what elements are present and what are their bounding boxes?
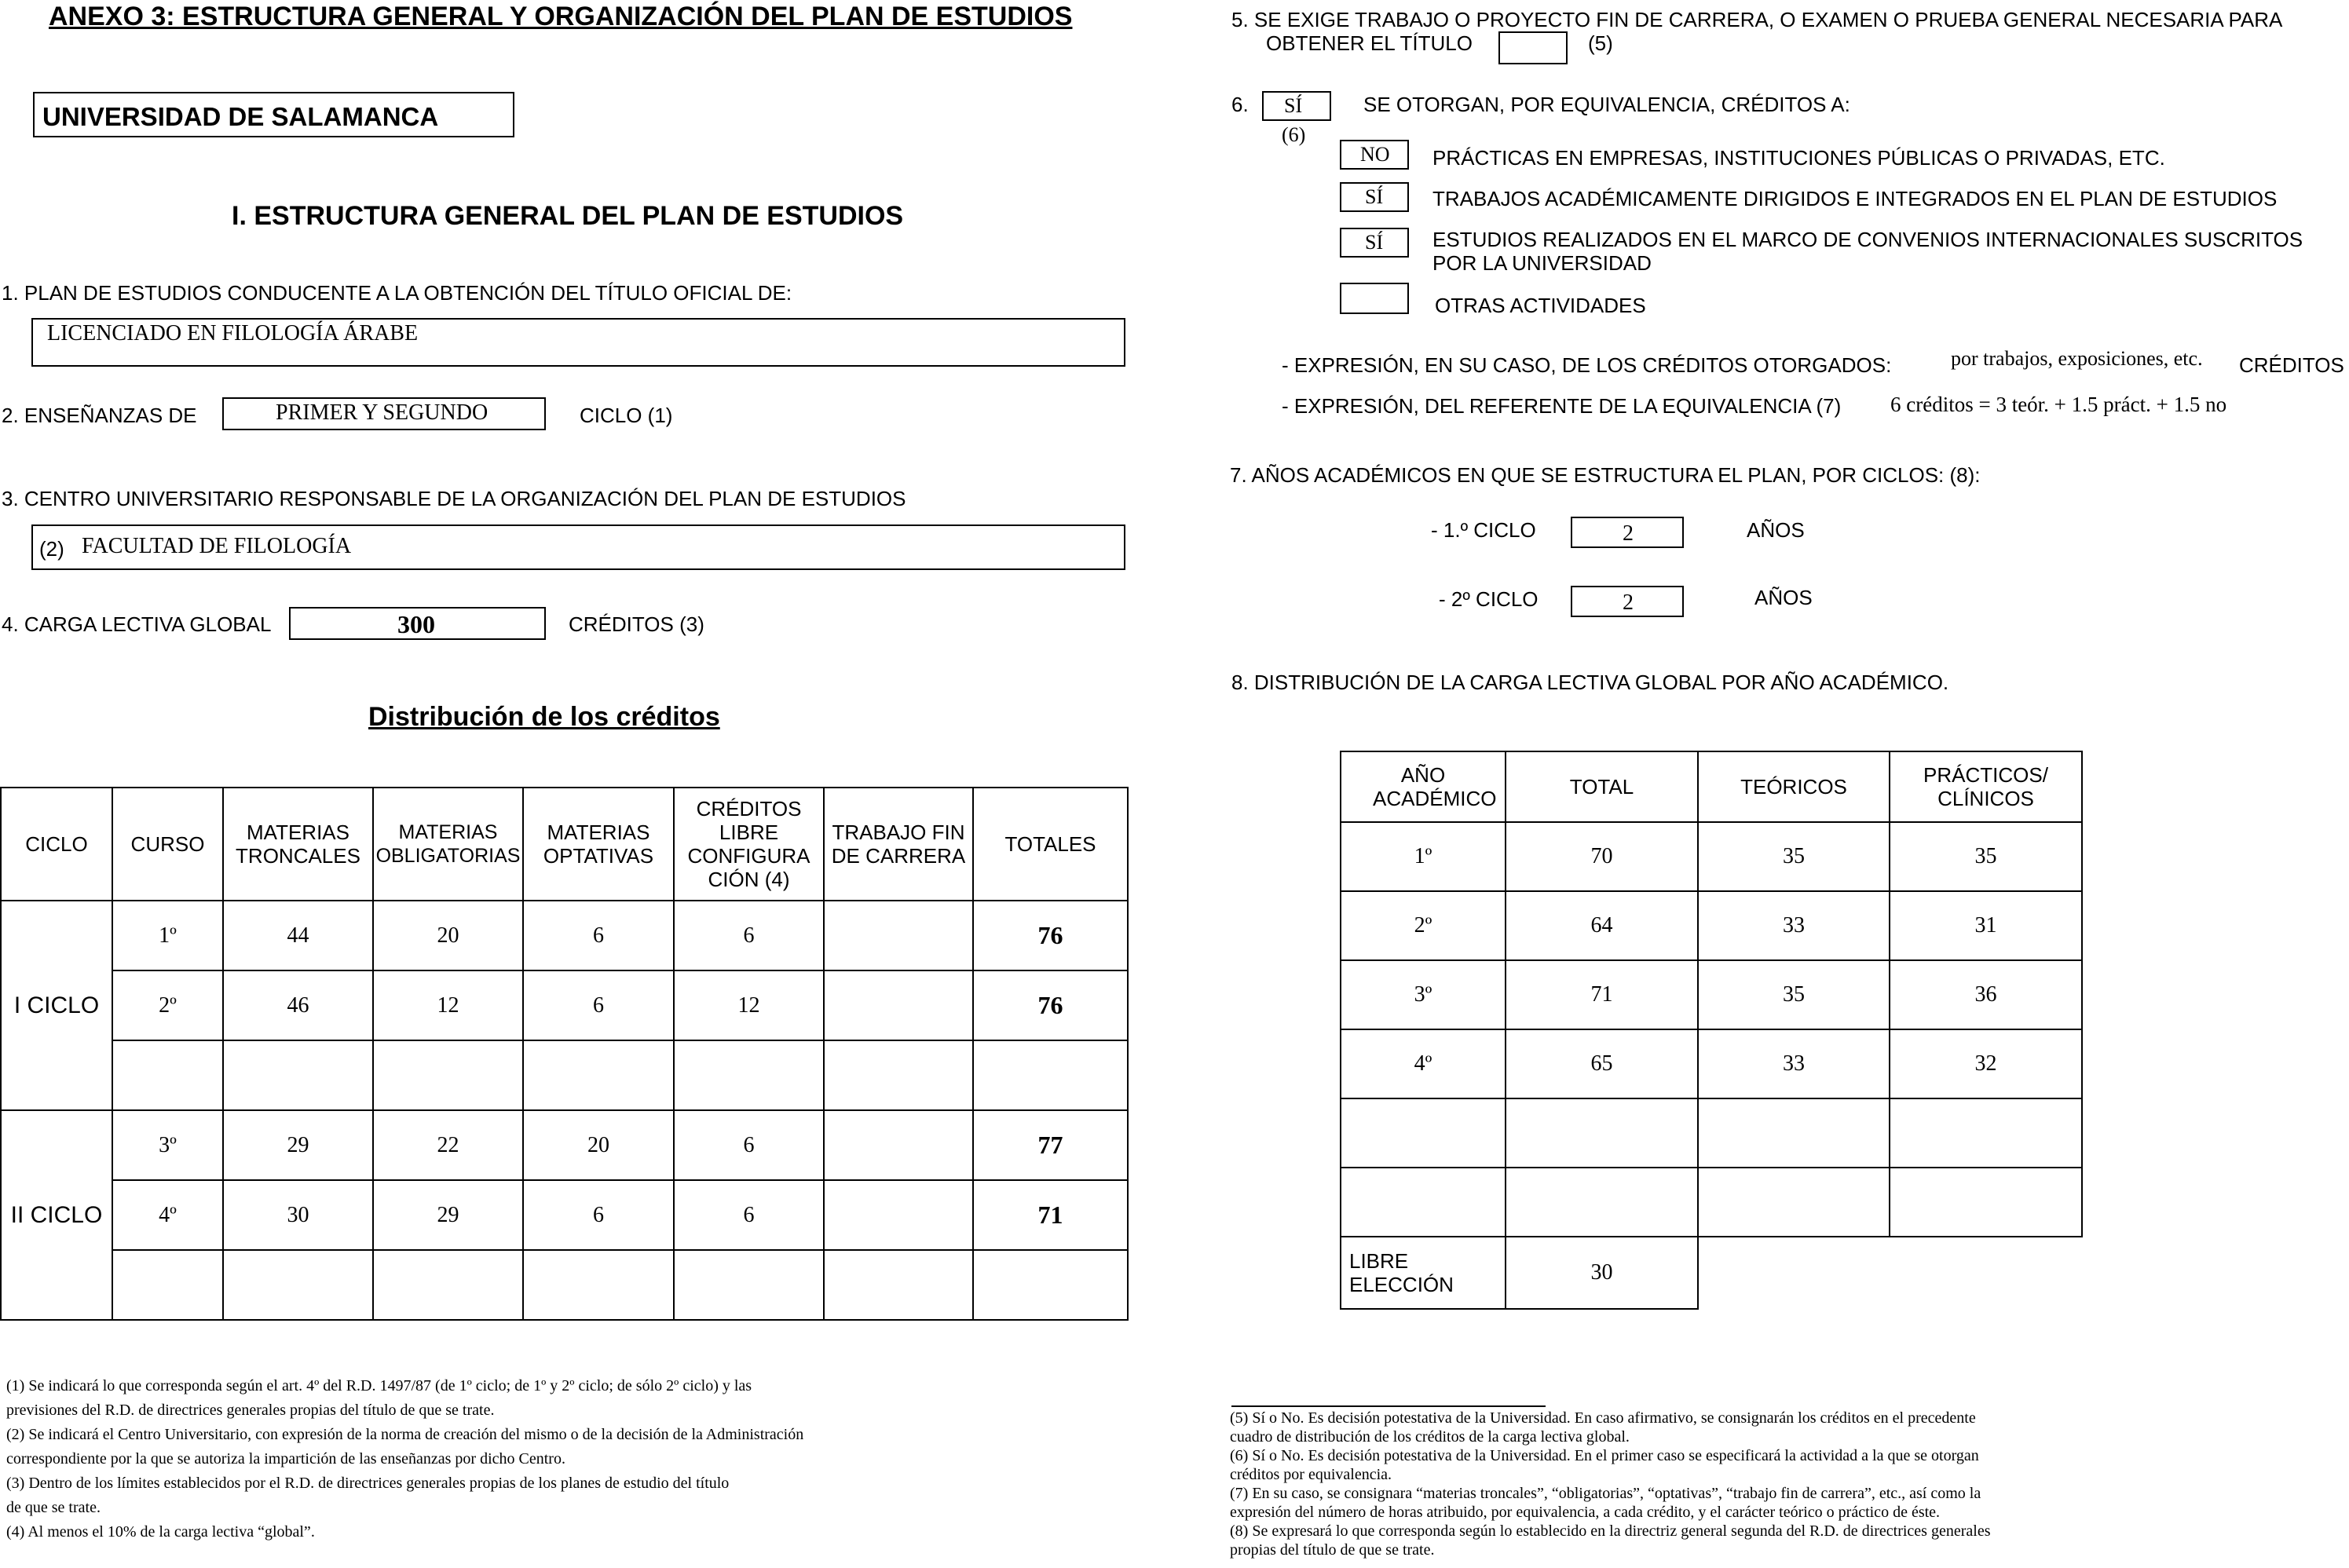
header-libre-configuracion: CRÉDITOS LIBRE CONFIGURA CIÓN (4) — [674, 788, 824, 901]
center-field — [31, 524, 1125, 570]
global-load-value: 300 — [397, 610, 435, 638]
equiv-label-trabajos: TRABAJOS ACADÉMICAMENTE DIRIGIDOS E INTEGRADOS EN EL PLAN DE ESTUDIOS — [1432, 187, 2278, 210]
equiv-value: SÍ — [1365, 185, 1384, 208]
cycle1-label: - 1.º CICLO — [1431, 518, 1536, 542]
table-cell: 3º — [112, 1110, 223, 1180]
expr2-label: - EXPRESIÓN, DEL REFERENTE DE LA EQUIVALENCIA (7) — [1282, 394, 1842, 418]
header-totales: TOTALES — [973, 788, 1128, 901]
table-cell — [1698, 1098, 1890, 1168]
table-cell — [824, 970, 973, 1040]
table-cell — [112, 1250, 223, 1320]
footnote-line: expresión del número de horas atribuido, por equivalencia, a cada crédito, y el carácter teórico o práctico de éste. — [1230, 1504, 1941, 1521]
equiv-field-practicas — [1340, 140, 1409, 170]
item4-suffix: CRÉDITOS (3) — [569, 612, 704, 636]
equiv-label-convenios: ESTUDIOS REALIZADOS EN EL MARCO DE CONVENIOS INTERNACIONALES SUSCRITOS — [1432, 228, 2303, 251]
teaching-cycle-value: PRIMER Y SEGUNDO — [276, 400, 488, 425]
header-practicos: PRÁCTICOS/ CLÍNICOS — [1890, 751, 2082, 822]
year-table — [1340, 751, 2083, 1310]
table-cell — [1506, 1168, 1698, 1237]
header-anio: AÑO ACADÉMICO — [1341, 751, 1506, 822]
center-value: FACULTAD DE FILOLOGÍA — [82, 534, 352, 558]
equiv-label-convenios-2: POR LA UNIVERSIDAD — [1432, 251, 1652, 275]
table-cell: 29 — [373, 1180, 523, 1250]
expr1-unit: CRÉDITOS — [2239, 353, 2344, 377]
global-load-field — [289, 607, 546, 640]
table-cell: 6 — [523, 970, 674, 1040]
footnote-line: propias del título de que se trate. — [1230, 1541, 1435, 1559]
libre-eleccion-label: LIBRE ELECCIÓN — [1341, 1237, 1506, 1309]
annex-title: ANEXO 3: ESTRUCTURA GENERAL Y ORGANIZACIÓN DEL PLAN DE ESTUDIOS — [49, 2, 1073, 31]
footnote-line: (3) Dentro de los límites establecidos por el R.D. de directrices generales propias de los planes de estudio del título — [6, 1475, 730, 1492]
table-cell: 12 — [373, 970, 523, 1040]
expr2-value: 6 créditos = 3 teór. + 1.5 práct. + 1.5 no — [1890, 393, 2227, 416]
item2-suffix: CICLO (1) — [580, 404, 673, 427]
cycle-label: I CICLO — [1, 901, 112, 1110]
table-cell: 65 — [1506, 1029, 1698, 1098]
table-cell: 1º — [112, 901, 223, 970]
table-cell: 46 — [223, 970, 373, 1040]
equiv-field-convenios — [1340, 228, 1409, 258]
table-total — [973, 1250, 1128, 1320]
section-title: I. ESTRUCTURA GENERAL DEL PLAN DE ESTUDIOS — [232, 201, 904, 231]
distribution-title: Distribución de los créditos — [368, 702, 720, 732]
header-teoricos: TEÓRICOS — [1698, 751, 1890, 822]
table-cell — [1698, 1168, 1890, 1237]
university-name: UNIVERSIDAD DE SALAMANCA — [42, 102, 439, 131]
table-cell: 32 — [1890, 1029, 2082, 1098]
footnote-line: créditos por equivalencia. — [1230, 1466, 1392, 1483]
table-cell — [1890, 1098, 2082, 1168]
footnotes-right — [1230, 1409, 1990, 1559]
item7-label: 7. AÑOS ACADÉMICOS EN QUE SE ESTRUCTURA EL PLAN, POR CICLOS: (8): — [1230, 463, 1981, 487]
table-cell — [674, 1250, 824, 1320]
table-cell: 2º — [1341, 891, 1506, 960]
table-cell: 4º — [1341, 1029, 1506, 1098]
equiv-field-trabajos — [1340, 182, 1409, 212]
table-cell — [373, 1040, 523, 1110]
item4-label: 4. CARGA LECTIVA GLOBAL — [2, 612, 272, 636]
table-cell: 30 — [223, 1180, 373, 1250]
table-total: 77 — [973, 1110, 1128, 1180]
cycle1-unit: AÑOS — [1747, 518, 1805, 542]
table-cell: 22 — [373, 1110, 523, 1180]
footnotes-left — [6, 1374, 803, 1544]
footnote-line: (8) Se expresará lo que corresponda según lo establecido en la directriz general segunda del R.D. de directrices generales — [1230, 1522, 1991, 1540]
table-cell: 29 — [223, 1110, 373, 1180]
table-cell: 35 — [1890, 822, 2082, 891]
libre-eleccion-value: 30 — [1506, 1237, 1698, 1309]
item3-label: 3. CENTRO UNIVERSITARIO RESPONSABLE DE LA ORGANIZACIÓN DEL PLAN DE ESTUDIOS — [2, 487, 906, 510]
item6-number: 6. — [1231, 93, 1249, 116]
table-cell — [824, 1250, 973, 1320]
header-trabajo-fin: TRABAJO FIN DE CARRERA — [824, 788, 973, 901]
table-cell: 4º — [112, 1180, 223, 1250]
table-cell: 2º — [112, 970, 223, 1040]
table-cell: 6 — [674, 1180, 824, 1250]
equiv-value: NO — [1360, 143, 1390, 166]
table-cell: 6 — [674, 901, 824, 970]
footnote-divider — [1231, 1405, 1546, 1407]
table-cell: 35 — [1698, 822, 1890, 891]
item5-line2: OBTENER EL TÍTULO — [1266, 31, 1473, 55]
expr1-value: por trabajos, exposiciones, etc. — [1951, 347, 2203, 370]
table-cell: 36 — [1890, 960, 2082, 1029]
footnote-line: (7) En su caso, se consignara “materias troncales”, “obligatorias”, “optativas”, “trabajo fin de carrera”, etc., así como la — [1230, 1485, 1981, 1502]
cycle2-unit: AÑOS — [1754, 586, 1813, 609]
table-cell: 70 — [1506, 822, 1698, 891]
table-cell — [112, 1040, 223, 1110]
table-cell — [373, 1250, 523, 1320]
table-cell — [824, 901, 973, 970]
item2-label: 2. ENSEÑANZAS DE — [2, 404, 197, 427]
table-cell: 12 — [674, 970, 824, 1040]
footnote-line: (5) Sí o No. Es decisión potestativa de la Universidad. En caso afirmativo, se consignarán los créditos en el precedente — [1230, 1409, 1976, 1427]
header-optativas: MATERIAS OPTATIVAS — [523, 788, 674, 901]
footnote-line: (6) Sí o No. Es decisión potestativa de la Universidad. En el primer caso se especificará la actividad a la que se otorgan — [1230, 1447, 1979, 1464]
table-cell: 6 — [674, 1110, 824, 1180]
table-total: 71 — [973, 1180, 1128, 1250]
expr1-label: - EXPRESIÓN, EN SU CASO, DE LOS CRÉDITOS OTORGADOS: — [1282, 353, 1892, 377]
credits-table — [0, 787, 1129, 1321]
item5-line1: 5. SE EXIGE TRABAJO O PROYECTO FIN DE CARRERA, O EXAMEN O PRUEBA GENERAL NECESARIA PARA — [1231, 8, 2283, 31]
header-troncales: MATERIAS TRONCALES — [223, 788, 373, 901]
empty-cell — [1890, 1237, 2082, 1309]
cycle1-years-field — [1571, 517, 1684, 548]
equiv-value: SÍ — [1365, 231, 1384, 254]
footnote-line: previsiones del R.D. de directrices generales propias del título de que se trate. — [6, 1402, 495, 1419]
table-cell — [523, 1040, 674, 1110]
table-cell: 20 — [523, 1110, 674, 1180]
table-cell: 44 — [223, 901, 373, 970]
table-cell: 33 — [1698, 1029, 1890, 1098]
table-cell: 33 — [1698, 891, 1890, 960]
header-total: TOTAL — [1506, 751, 1698, 822]
cycle1-years-value: 2 — [1623, 521, 1634, 546]
empty-cell — [1698, 1237, 1890, 1309]
table-cell — [1341, 1168, 1506, 1237]
table-cell: 1º — [1341, 822, 1506, 891]
table-cell — [674, 1040, 824, 1110]
degree-title-field — [31, 318, 1125, 367]
header-curso: CURSO — [112, 788, 223, 901]
university-box — [33, 92, 514, 137]
table-cell: 31 — [1890, 891, 2082, 960]
table-cell — [223, 1250, 373, 1320]
cycle2-years-field — [1571, 586, 1684, 617]
equiv-label-otras: OTRAS ACTIVIDADES — [1435, 294, 1646, 317]
table-cell — [824, 1110, 973, 1180]
item6-label: SE OTORGAN, POR EQUIVALENCIA, CRÉDITOS A: — [1363, 93, 1850, 116]
table-total: 76 — [973, 970, 1128, 1040]
item6-ref: (6) — [1282, 123, 1306, 146]
cycle2-label: - 2º CICLO — [1439, 587, 1539, 611]
table-cell — [1341, 1098, 1506, 1168]
center-ref: (2) — [39, 537, 64, 561]
table-cell: 35 — [1698, 960, 1890, 1029]
table-cell: 3º — [1341, 960, 1506, 1029]
table-cell — [824, 1040, 973, 1110]
table-cell — [523, 1250, 674, 1320]
equivalence-field — [1262, 91, 1331, 121]
table-cell — [1506, 1098, 1698, 1168]
footnote-line: (4) Al menos el 10% de la carga lectiva “global”. — [6, 1523, 315, 1541]
table-total — [973, 1040, 1128, 1110]
cycle-label: II CICLO — [1, 1110, 112, 1320]
footnote-line: (1) Se indicará lo que corresponda según el art. 4º del R.D. 1497/87 (de 1º ciclo; de 1º y 2º ciclo; de sólo 2º ciclo) y las — [6, 1377, 752, 1394]
equivalence-value: SÍ — [1284, 94, 1303, 117]
table-cell — [223, 1040, 373, 1110]
item5-ref: (5) — [1588, 31, 1613, 55]
footnote-line: (2) Se indicará el Centro Universitario, con expresión de la norma de creación del mismo o de la decisión de la Administración — [6, 1426, 804, 1443]
table-cell — [824, 1180, 973, 1250]
equiv-field-otras — [1340, 283, 1409, 314]
degree-title-value: LICENCIADO EN FILOLOGÍA ÁRABE — [47, 321, 419, 345]
header-obligatorias: MATERIAS OBLIGATORIAS — [373, 788, 523, 901]
table-cell — [1890, 1168, 2082, 1237]
teaching-cycle-field — [222, 397, 546, 430]
footnote-line: correspondiente por la que se autoriza la impartición de las enseñanzas por dicho Centro. — [6, 1450, 565, 1467]
table-cell: 64 — [1506, 891, 1698, 960]
table-cell: 71 — [1506, 960, 1698, 1029]
equiv-label-practicas: PRÁCTICAS EN EMPRESAS, INSTITUCIONES PÚBLICAS O PRIVADAS, ETC. — [1432, 146, 2165, 170]
footnote-line: de que se trate. — [6, 1499, 101, 1516]
table-cell: 6 — [523, 1180, 674, 1250]
table-cell: 20 — [373, 901, 523, 970]
footnote-line: cuadro de distribución de los créditos de la carga lectiva global. — [1230, 1428, 1630, 1446]
table-cell: 6 — [523, 901, 674, 970]
cycle2-years-value: 2 — [1623, 590, 1634, 615]
item8-label: 8. DISTRIBUCIÓN DE LA CARGA LECTIVA GLOBAL POR AÑO ACADÉMICO. — [1231, 671, 1949, 694]
final-project-field — [1498, 31, 1568, 64]
item1-label: 1. PLAN DE ESTUDIOS CONDUCENTE A LA OBTENCIÓN DEL TÍTULO OFICIAL DE: — [2, 281, 792, 305]
header-ciclo: CICLO — [1, 788, 112, 901]
table-total: 76 — [973, 901, 1128, 970]
